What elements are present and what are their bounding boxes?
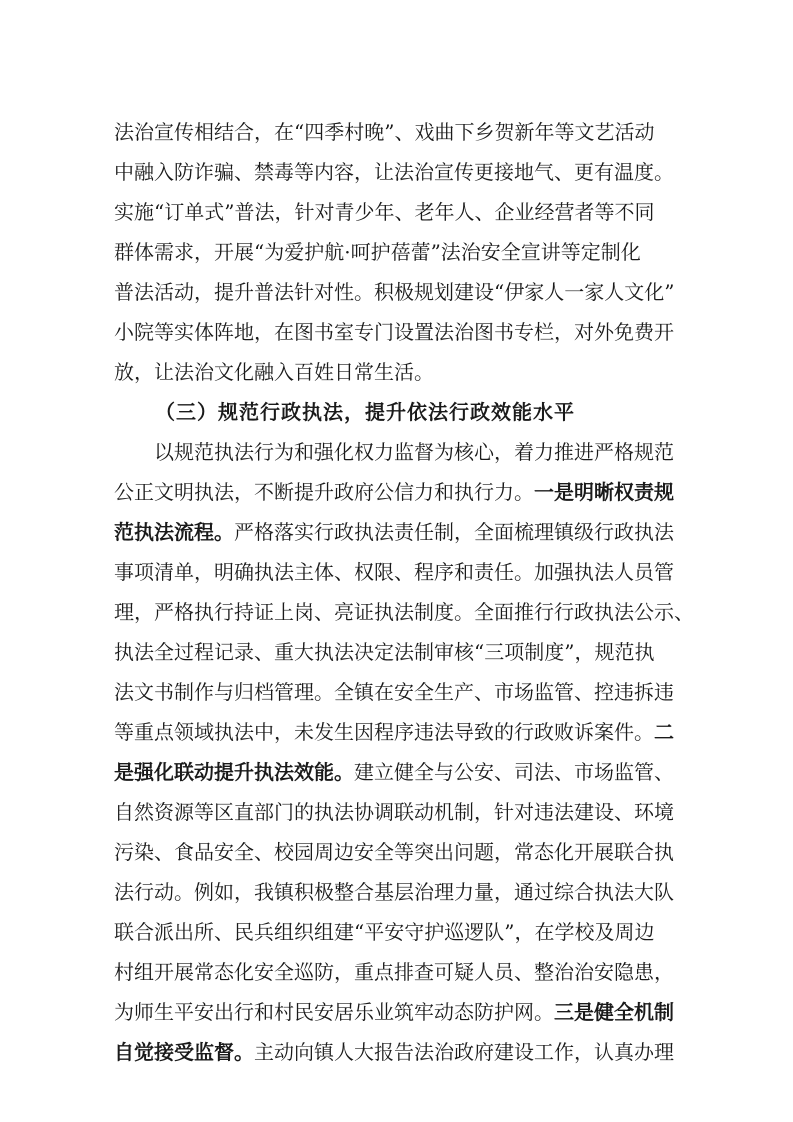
bold-run: 一是明晰权责规 [534,480,674,504]
paragraph-line: 实施“订单式”普法，针对青少年、老年人、企业经营者等不同 [114,200,655,224]
paragraph-line: 法行动。例如，我镇积极整合基层治理力量，通过综合执法大队 [114,880,674,904]
paragraph-line: 范执法流程。严格落实行政执法责任制，全面梳理镇级行政执法 [114,520,674,544]
paragraph-line: 村组开展常态化安全巡防，重点排查可疑人员、整治治安隐患， [114,960,674,984]
paragraph-line: 执法全过程记录、重大执法决定法制审核“三项制度”，规范执 [114,640,655,664]
paragraph-line: 普法活动，提升普法针对性。积极规划建设“伊家人一家人文化” [114,280,675,304]
paragraph-line: 事项清单，明确执法主体、权限、程序和责任。加强执法人员管 [114,560,674,584]
paragraph-line: 群体需求，开展“为爱护航·呵护蓓蕾”法治安全宣讲等定制化 [114,240,641,264]
section-heading: （三）规范行政执法，提升依法行政效能水平 [155,400,575,424]
paragraph-line: 以规范执法行为和强化权力监督为核心，着力推进严格规范 [154,440,674,464]
paragraph-line: 公正文明执法，不断提升政府公信力和执行力。一是明晰权责规 [114,480,674,504]
paragraph-line: 污染、食品安全、校园周边安全等突出问题，常态化开展联合执 [114,840,674,864]
bold-run: 范执法流程。 [114,520,234,544]
bold-run: 自觉接受监督。 [114,1040,254,1064]
paragraph-line: 中融入防诈骗、禁毒等内容，让法治宣传更接地气、更有温度。 [114,160,674,184]
paragraph-line: 放，让法治文化融入百姓日常生活。 [114,360,434,384]
paragraph-line: 自觉接受监督。主动向镇人大报告法治政府建设工作，认真办理 [114,1040,674,1064]
bold-run: 三是健全机制 [554,1000,674,1024]
paragraph-line: 是强化联动提升执法效能。建立健全与公安、司法、市场监管、 [114,760,674,784]
paragraph-line: 小院等实体阵地，在图书室专门设置法治图书专栏，对外免费开 [114,320,674,344]
paragraph-line: 法文书制作与归档管理。全镇在安全生产、市场监管、控违拆违 [114,680,674,704]
bold-run: 二 [654,720,674,744]
bold-run: 是强化联动提升执法效能。 [114,760,354,784]
paragraph-line: 为师生平安出行和村民安居乐业筑牢动态防护网。三是健全机制 [114,1000,674,1024]
paragraph-line: 理，严格执行持证上岗、亮证执法制度。全面推行行政执法公示、 [114,600,694,624]
paragraph-line: 自然资源等区直部门的执法协调联动机制，针对违法建设、环境 [114,800,674,824]
paragraph-line: 联合派出所、民兵组织组建“平安守护巡逻队”，在学校及周边 [114,920,655,944]
paragraph-line: 法治宣传相结合，在“四季村晚”、戏曲下乡贺新年等文艺活动 [114,120,655,144]
paragraph-line: 等重点领域执法中，未发生因程序违法导致的行政败诉案件。二 [114,720,674,744]
